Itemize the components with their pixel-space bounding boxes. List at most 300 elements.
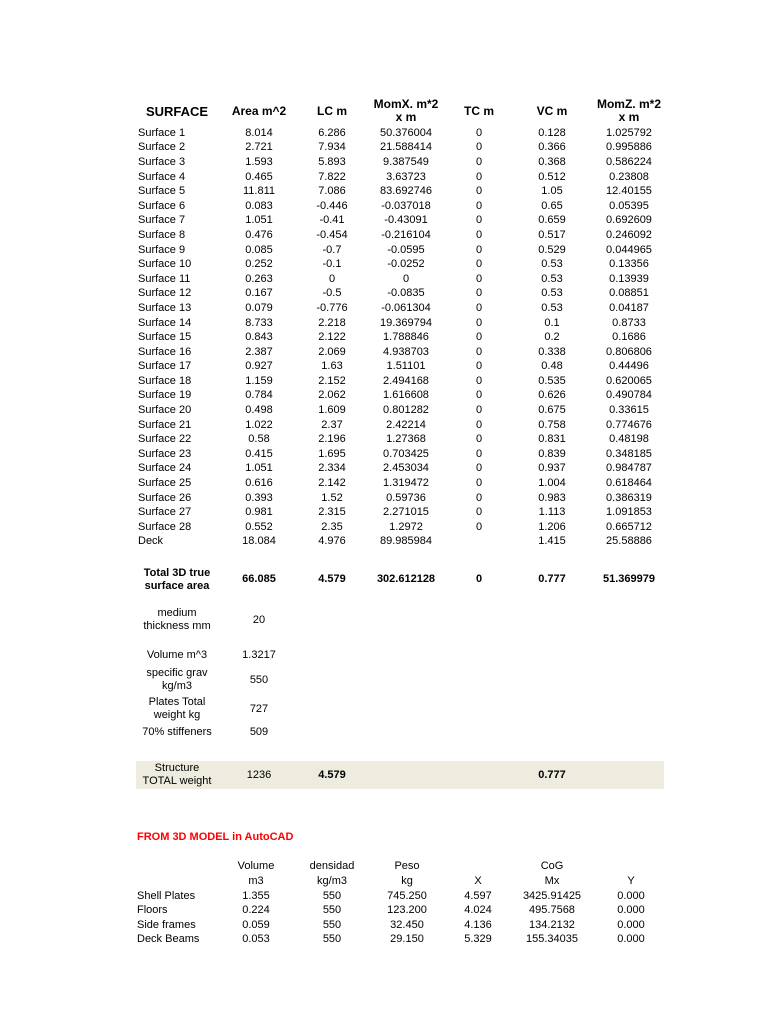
summary-table <box>136 563 664 789</box>
autocad-cell-name: Shell Plates <box>137 889 196 902</box>
cell-name: Surface 20 <box>138 404 192 417</box>
header-tc: TC m <box>464 103 494 118</box>
table-row <box>136 476 664 491</box>
autocad-table-body <box>136 889 664 947</box>
structure-label-line1: Structure <box>154 762 200 774</box>
autocad-header-y: Y <box>627 875 635 887</box>
autocad-cell-x: 5.329 <box>464 933 492 946</box>
autocad-cell-mx: 134.2132 <box>529 918 575 931</box>
cell-vc: 1.113 <box>538 506 566 519</box>
cell-momx: 2.453034 <box>383 462 429 475</box>
cell-momz: 0.044965 <box>606 243 652 256</box>
cell-vc: 0.53 <box>541 258 563 271</box>
cell-tc: 0 <box>475 185 483 198</box>
cell-momx: -0.216104 <box>381 228 431 241</box>
cell-area: 2.721 <box>245 141 273 154</box>
cell-name: Surface 4 <box>138 170 186 183</box>
cell-vc: 0.1 <box>544 316 560 329</box>
table-row <box>136 535 664 550</box>
cell-lc: -0.446 <box>316 199 348 212</box>
stiffeners-label: 70% stiffeners <box>142 725 212 738</box>
autocad-header-peso-unit: kg <box>401 875 413 887</box>
cell-momx: 0.801282 <box>383 404 429 417</box>
header-lc: LC m <box>317 103 347 118</box>
table-row <box>136 228 664 243</box>
autocad-header-densidad-unit: kg/m3 <box>317 875 347 887</box>
cell-area: 1.051 <box>245 214 273 227</box>
table-row <box>136 184 664 199</box>
table-row <box>136 214 664 229</box>
cell-lc: 2.142 <box>318 477 346 490</box>
autocad-header-densidad: densidad <box>309 860 355 872</box>
table-row <box>136 418 664 433</box>
cell-momx: 1.51101 <box>386 360 426 373</box>
cell-tc: 0 <box>475 360 483 373</box>
cell-momz: 0.348185 <box>606 447 652 460</box>
cell-name: Surface 12 <box>138 287 192 300</box>
table-row <box>136 199 664 214</box>
structure-label-line2: TOTAL weight <box>142 775 212 787</box>
thickness-label-line2: thickness mm <box>143 620 211 632</box>
cell-vc: 0.128 <box>538 126 566 139</box>
cell-momz: 0.08851 <box>609 287 649 300</box>
cell-lc: 7.822 <box>318 170 346 183</box>
cell-tc: 0 <box>475 287 483 300</box>
cell-area: 0.263 <box>245 272 273 285</box>
header-area: Area m^2 <box>231 103 287 118</box>
plates-total-label <box>136 695 218 723</box>
cell-area: 0.616 <box>245 477 273 490</box>
cell-name: Surface 19 <box>138 389 192 402</box>
cell-area: 0.843 <box>245 331 273 344</box>
cell-lc: 4.976 <box>318 535 346 548</box>
table-row <box>136 330 664 345</box>
autocad-cell-x: 4.597 <box>464 889 492 902</box>
autocad-header-y-top <box>598 859 664 874</box>
cell-name: Surface 1 <box>138 126 186 139</box>
cell-momz: 0.774676 <box>606 418 652 431</box>
cell-tc: 0 <box>475 389 483 402</box>
cell-lc: 2.315 <box>318 506 346 519</box>
cell-momx: 1.27368 <box>386 433 426 446</box>
table-row <box>136 389 664 404</box>
table-row <box>136 141 664 156</box>
cell-area: 2.387 <box>245 345 273 358</box>
table-row <box>136 257 664 272</box>
cell-name: Surface 25 <box>138 477 192 490</box>
cell-name: Surface 18 <box>138 374 192 387</box>
cell-tc: 0 <box>475 243 483 256</box>
cell-area: 0.415 <box>245 447 273 460</box>
cell-tc: 0 <box>475 258 483 271</box>
cell-lc: 5.893 <box>318 155 346 168</box>
cell-lc: 0 <box>328 272 336 285</box>
cell-vc: 1.004 <box>538 477 566 490</box>
cell-tc: 0 <box>475 520 483 533</box>
autocad-header-peso: Peso <box>394 860 420 872</box>
cell-momx: 2.271015 <box>383 506 429 519</box>
cell-name: Surface 2 <box>138 141 186 154</box>
cell-momz: 0.13939 <box>609 272 649 285</box>
cell-name: Surface 21 <box>138 418 192 431</box>
cell-momz: 1.025792 <box>606 126 652 139</box>
table-row <box>136 432 664 447</box>
table-row <box>136 316 664 331</box>
autocad-cell-name: Side frames <box>137 918 196 931</box>
cell-area: 1.593 <box>245 155 273 168</box>
cell-area: 0.083 <box>245 199 273 212</box>
cell-momz: 0.246092 <box>606 228 652 241</box>
table-row <box>136 287 664 302</box>
cell-area: 8.733 <box>245 316 273 329</box>
total-lc: 4.579 <box>318 573 346 585</box>
autocad-cell-densidad: 550 <box>322 889 342 902</box>
autocad-header-x: X <box>474 875 482 887</box>
cell-area: 11.811 <box>242 185 275 198</box>
autocad-cell-x: 4.136 <box>464 918 492 931</box>
cell-momx: 50.376004 <box>380 126 432 139</box>
cell-vc: 0.675 <box>538 404 566 417</box>
cell-vc: 0.53 <box>541 272 563 285</box>
header-surface: SURFACE <box>145 103 209 119</box>
autocad-cell-peso: 745.250 <box>387 889 427 902</box>
cell-vc: 0.512 <box>538 170 566 183</box>
cell-momz: 0.665712 <box>606 520 652 533</box>
cell-vc: 0.53 <box>541 287 563 300</box>
cell-momz: 0.8733 <box>612 316 646 329</box>
cell-momx: 0 <box>402 272 410 285</box>
cell-momz: 0.995886 <box>606 141 652 154</box>
cell-momz: 25.58886 <box>606 535 652 548</box>
total-momz: 51.369979 <box>603 573 655 585</box>
table-row <box>136 243 664 258</box>
header-vc: VC m <box>536 103 568 118</box>
autocad-cell-volume: 0.059 <box>242 918 270 931</box>
autocad-cell-y: 0.000 <box>617 889 645 902</box>
total-row <box>136 563 664 596</box>
cell-momx: 3.63723 <box>386 170 426 183</box>
total-tc: 0 <box>475 573 483 585</box>
cell-momx: -0.0595 <box>387 243 425 256</box>
cell-tc: 0 <box>475 331 483 344</box>
stiffeners-value: 509 <box>249 725 269 738</box>
table-row <box>136 126 664 141</box>
cell-name: Surface 11 <box>138 272 191 285</box>
structure-label <box>136 761 218 789</box>
cell-name: Surface 23 <box>138 447 192 460</box>
header-momx-line1: MomX. m*2 <box>373 97 439 111</box>
autocad-header-cog: CoG <box>540 860 564 872</box>
cell-tc: 0 <box>475 477 483 490</box>
cell-vc: 1.05 <box>541 185 563 198</box>
cell-tc: 0 <box>475 272 483 285</box>
volume-label: Volume m^3 <box>146 648 208 661</box>
cell-lc: -0.7 <box>322 243 342 256</box>
stiffeners-row <box>136 723 664 741</box>
cell-lc: 1.609 <box>318 404 346 417</box>
specific-grav-value: 550 <box>249 673 269 686</box>
cell-momz: 0.490784 <box>606 389 652 402</box>
cell-momx: -0.061304 <box>381 301 431 314</box>
cell-name: Surface 10 <box>138 258 192 271</box>
cell-tc: 0 <box>475 404 483 417</box>
plates-total-value: 727 <box>249 702 269 715</box>
cell-tc: 0 <box>475 170 483 183</box>
total-label-line1: Total 3D true <box>143 566 211 579</box>
cell-area: 0.784 <box>245 389 273 402</box>
table-row <box>136 447 664 462</box>
cell-lc: -0.776 <box>316 301 348 314</box>
autocad-cell-volume: 1.355 <box>242 889 270 902</box>
autocad-cell-y: 0.000 <box>617 918 645 931</box>
cell-area: 0.252 <box>245 258 273 271</box>
table-row <box>136 170 664 185</box>
cell-vc: 0.535 <box>538 374 566 387</box>
cell-vc: 0.937 <box>538 462 566 475</box>
cell-tc: 0 <box>475 506 483 519</box>
thickness-value: 20 <box>252 613 266 626</box>
cell-area: 0.167 <box>245 287 273 300</box>
autocad-cell-name: Floors <box>137 904 168 917</box>
table-row <box>136 155 664 170</box>
cell-tc: 0 <box>475 462 483 475</box>
plates-total-label-line1: Plates Total <box>148 696 206 708</box>
autocad-cell-densidad: 550 <box>322 933 342 946</box>
cell-name: Surface 6 <box>138 199 186 212</box>
specific-grav-label-line1: specific grav <box>146 667 208 679</box>
cell-tc <box>448 535 510 550</box>
table-row <box>136 462 664 477</box>
cell-vc: 1.415 <box>538 535 566 548</box>
cell-momx: 9.387549 <box>383 155 429 168</box>
header-momz <box>594 96 664 126</box>
cell-tc: 0 <box>475 155 483 168</box>
cell-momz: 0.620065 <box>606 374 652 387</box>
cell-area: 8.014 <box>245 126 273 139</box>
autocad-cell-densidad: 550 <box>322 904 342 917</box>
plates-total-label-line2: weight kg <box>153 709 201 721</box>
cell-momz: 0.386319 <box>606 491 652 504</box>
header-momz-line1: MomZ. m*2 <box>596 97 661 111</box>
cell-area: 0.393 <box>245 491 273 504</box>
table-row <box>136 505 664 520</box>
cell-momx: 89.985984 <box>380 535 432 548</box>
specific-grav-label-line2: kg/m3 <box>162 680 192 692</box>
cell-momz: 12.40155 <box>606 185 652 198</box>
table-row <box>136 520 664 535</box>
cell-name: Surface 27 <box>138 506 192 519</box>
cell-momx: -0.0835 <box>387 287 425 300</box>
cell-name: Surface 7 <box>138 214 186 227</box>
table-row <box>136 491 664 506</box>
cell-name: Surface 16 <box>138 345 192 358</box>
cell-name: Deck <box>138 535 164 548</box>
cell-lc: -0.1 <box>322 258 342 271</box>
cell-lc: 2.334 <box>318 462 346 475</box>
autocad-section-title: FROM 3D MODEL in AutoCAD <box>137 831 294 843</box>
table-row <box>136 301 664 316</box>
spacer-row <box>136 596 664 605</box>
cell-area: 0.552 <box>245 520 273 533</box>
autocad-cell-mx: 3425.91425 <box>522 889 582 902</box>
table-row <box>136 272 664 287</box>
cell-vc: 0.366 <box>538 141 566 154</box>
plates-total-row <box>136 695 664 723</box>
cell-name: Surface 3 <box>138 155 186 168</box>
cell-area: 0.927 <box>245 360 273 373</box>
cell-area: 0.085 <box>245 243 273 256</box>
cell-momz: 0.23808 <box>609 170 649 183</box>
cell-momx: 2.42214 <box>386 418 426 431</box>
table-row <box>136 374 664 389</box>
autocad-header-x-top <box>450 859 506 874</box>
header-momx-line2: x m <box>395 110 417 124</box>
cell-lc: 2.35 <box>321 520 343 533</box>
structure-lc: 4.579 <box>300 761 364 789</box>
cell-name: Surface 14 <box>138 316 192 329</box>
structure-vc: 0.777 <box>510 761 594 789</box>
cell-vc: 0.831 <box>538 433 566 446</box>
cell-area: 0.58 <box>248 433 270 446</box>
autocad-cell-volume: 0.053 <box>242 933 270 946</box>
cell-area: 1.159 <box>245 374 273 387</box>
cell-momx: 2.494168 <box>383 374 429 387</box>
cell-momx: 1.319472 <box>383 477 429 490</box>
cell-area: 1.051 <box>245 462 273 475</box>
total-label <box>136 563 218 596</box>
autocad-header-volume: Volume <box>237 860 275 872</box>
total-momx: 302.612128 <box>376 573 436 585</box>
cell-lc: 2.196 <box>318 433 346 446</box>
cell-momz: 0.586224 <box>606 155 652 168</box>
total-label-line2: surface area <box>144 579 210 592</box>
cell-momx: -0.0252 <box>387 258 425 271</box>
cell-momx: 0.703425 <box>383 447 429 460</box>
cell-lc: 7.086 <box>318 185 346 198</box>
cell-name: Surface 15 <box>138 331 192 344</box>
header-momz-line2: x m <box>618 110 640 124</box>
cell-tc: 0 <box>475 316 483 329</box>
cell-momz: 0.1686 <box>612 331 646 344</box>
table-row <box>136 889 664 904</box>
cell-lc: 2.122 <box>318 331 346 344</box>
cell-momz: 0.806806 <box>606 345 652 358</box>
autocad-cell-peso: 123.200 <box>387 904 427 917</box>
autocad-header-mx: Mx <box>544 875 560 887</box>
table-row <box>136 403 664 418</box>
cell-lc: -0.454 <box>316 228 348 241</box>
gap-row-2 <box>136 741 664 761</box>
cell-momz: 0.984787 <box>606 462 652 475</box>
autocad-cell-mx: 495.7568 <box>529 904 575 917</box>
cell-vc: 0.65 <box>541 199 563 212</box>
cell-tc: 0 <box>475 214 483 227</box>
cell-lc: 2.152 <box>318 374 346 387</box>
table-row <box>136 933 664 948</box>
cell-tc: 0 <box>475 199 483 212</box>
cell-lc: 7.934 <box>318 141 346 154</box>
autocad-cell-peso: 32.450 <box>390 918 424 931</box>
cell-lc: 2.069 <box>318 345 346 358</box>
gap-row <box>136 635 664 645</box>
volume-value: 1.3217 <box>242 648 276 661</box>
structure-value: 1236 <box>218 761 300 789</box>
autocad-cell-y: 0.000 <box>617 933 645 946</box>
cell-tc: 0 <box>475 491 483 504</box>
cell-lc: 2.37 <box>321 418 343 431</box>
cell-name: Surface 8 <box>138 228 186 241</box>
autocad-cell-peso: 29.150 <box>390 933 424 946</box>
cell-momx: 1.2972 <box>389 520 423 533</box>
cell-name: Surface 22 <box>138 433 192 446</box>
cell-vc: 0.529 <box>538 243 566 256</box>
cell-vc: 0.626 <box>538 389 566 402</box>
volume-row <box>136 645 664 665</box>
cell-lc: 1.52 <box>321 491 343 504</box>
table-row <box>136 360 664 375</box>
cell-momx: 0.59736 <box>386 491 426 504</box>
cell-lc: -0.41 <box>319 214 345 227</box>
cell-momz: 0.33615 <box>609 404 649 417</box>
specific-grav-label <box>136 665 218 695</box>
autocad-cell-y: 0.000 <box>617 904 645 917</box>
cell-momx: 21.588414 <box>380 141 432 154</box>
total-area: 66.085 <box>242 573 276 585</box>
surface-table-header <box>136 96 664 126</box>
cell-area: 0.981 <box>245 506 273 519</box>
cell-vc: 0.338 <box>538 345 566 358</box>
cell-area: 0.079 <box>245 301 273 314</box>
cell-momz: 0.692609 <box>606 214 652 227</box>
cell-momx: 4.938703 <box>383 345 429 358</box>
cell-tc: 0 <box>475 374 483 387</box>
specific-grav-row <box>136 665 664 695</box>
cell-momz: 0.48198 <box>609 433 649 446</box>
cell-vc: 0.2 <box>544 331 560 344</box>
structure-total-row <box>136 761 664 789</box>
autocad-cell-mx: 155.34035 <box>526 933 578 946</box>
cell-area: 0.465 <box>245 170 273 183</box>
cell-area: 18.084 <box>242 535 276 548</box>
cell-momx: 83.692746 <box>380 185 432 198</box>
cell-name: Surface 28 <box>138 520 192 533</box>
cell-lc: 2.218 <box>318 316 346 329</box>
table-row <box>136 918 664 933</box>
cell-momz: 0.13356 <box>609 258 649 271</box>
cell-tc: 0 <box>475 228 483 241</box>
cell-vc: 0.53 <box>541 301 563 314</box>
cell-name: Surface 5 <box>138 185 186 198</box>
cell-name: Surface 17 <box>138 360 192 373</box>
cell-area: 0.476 <box>245 228 273 241</box>
header-momx <box>364 96 448 126</box>
cell-name: Surface 13 <box>138 301 192 314</box>
cell-tc: 0 <box>475 126 483 139</box>
cell-lc: -0.5 <box>322 287 342 300</box>
autocad-cell-densidad: 550 <box>322 918 342 931</box>
cell-momz: 0.05395 <box>609 199 649 212</box>
cell-vc: 0.659 <box>538 214 566 227</box>
cell-name: Surface 26 <box>138 491 192 504</box>
cell-lc: 2.062 <box>318 389 346 402</box>
autocad-header-row-2 <box>136 874 664 889</box>
thickness-label-line1: medium <box>157 607 197 619</box>
cell-vc: 0.48 <box>541 360 563 373</box>
cell-name: Surface 9 <box>138 243 186 256</box>
cell-momz: 1.091853 <box>606 506 652 519</box>
cell-vc: 0.758 <box>538 418 566 431</box>
autocad-header-volume-unit: m3 <box>248 875 264 887</box>
